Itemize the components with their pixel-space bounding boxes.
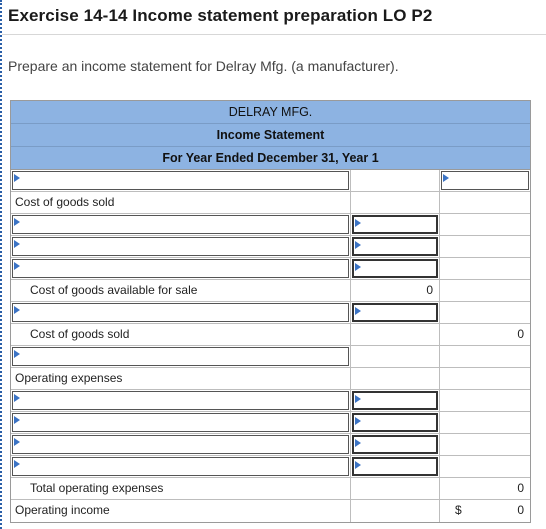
dropdown-arrow-icon — [14, 306, 20, 314]
amount-input[interactable] — [352, 237, 438, 256]
statement-cell-col3 — [440, 434, 530, 455]
statement-cell-col3 — [440, 214, 530, 235]
dropdown-arrow-icon — [14, 350, 20, 358]
statement-cell-col3 — [440, 500, 530, 522]
amount-input[interactable] — [352, 391, 438, 410]
statement-cell-col3 — [440, 478, 530, 499]
statement-cell-col3 — [440, 368, 530, 389]
statement-cell-col1 — [11, 434, 351, 455]
statement-cell-col2 — [351, 368, 440, 389]
dropdown-arrow-icon — [355, 307, 361, 315]
dropdown-arrow-icon — [14, 262, 20, 270]
statement-row — [11, 368, 530, 390]
statement-cell-col2 — [351, 258, 440, 279]
statement-row — [11, 236, 530, 258]
statement-row — [11, 500, 530, 522]
statement-cell-col1 — [11, 258, 351, 279]
statement-cell-col2 — [351, 324, 440, 345]
dropdown-arrow-icon — [14, 394, 20, 402]
statement-cell-col1 — [11, 456, 351, 477]
statement-cell-col2 — [351, 412, 440, 433]
statement-cell-col1 — [11, 236, 351, 257]
statement-cell-col3 — [440, 236, 530, 257]
dropdown-arrow-icon — [14, 240, 20, 248]
account-name-dropdown[interactable] — [12, 435, 349, 454]
statement-cell-col2 — [351, 434, 440, 455]
dropdown-arrow-icon — [443, 174, 449, 182]
statement-cell-col1 — [11, 192, 351, 213]
statement-cell-col1 — [11, 500, 351, 522]
statement-row — [11, 346, 530, 368]
account-name-dropdown[interactable] — [12, 303, 349, 322]
row-label: Cost of goods sold — [30, 327, 130, 341]
dropdown-arrow-icon — [355, 461, 361, 469]
statement-cell-col3 — [440, 170, 530, 191]
statement-cell-col1 — [11, 324, 351, 345]
statement-cell-col1 — [11, 412, 351, 433]
statement-cell-col2 — [351, 346, 440, 367]
page-edge-dotted-line — [0, 0, 2, 529]
statement-cell-col3 — [440, 324, 530, 345]
statement-cell-col1 — [11, 478, 351, 499]
statement-row — [11, 192, 530, 214]
statement-cell-col1 — [11, 302, 351, 323]
total-value: 0 — [517, 481, 524, 495]
dropdown-arrow-icon — [355, 263, 361, 271]
statement-row — [11, 280, 530, 302]
row-label: Cost of goods available for sale — [30, 283, 198, 297]
account-name-dropdown[interactable] — [12, 237, 349, 256]
statement-row — [11, 456, 530, 478]
amount-input[interactable] — [352, 303, 438, 322]
statement-cell-col3 — [440, 390, 530, 411]
statement-cell-col3 — [440, 346, 530, 367]
row-label: Total operating expenses — [30, 481, 164, 495]
statement-row — [11, 390, 530, 412]
statement-cell-col2 — [351, 456, 440, 477]
amount-input[interactable] — [352, 457, 438, 476]
statement-cell-col2 — [351, 214, 440, 235]
statement-company-name: DELRAY MFG. — [11, 101, 530, 124]
statement-cell-col3 — [440, 302, 530, 323]
statement-cell-col2 — [351, 500, 440, 522]
statement-row — [11, 478, 530, 500]
statement-cell-col1 — [11, 368, 351, 389]
total-value: 0 — [517, 503, 524, 517]
row-label: Cost of goods sold — [15, 195, 115, 209]
statement-cell-col2 — [351, 280, 440, 301]
total-value: 0 — [517, 327, 524, 341]
account-name-dropdown[interactable] — [12, 347, 349, 366]
statement-cell-col2 — [351, 236, 440, 257]
dropdown-arrow-icon — [14, 218, 20, 226]
statement-cell-col3 — [440, 192, 530, 213]
statement-cell-col1 — [11, 170, 351, 191]
statement-row — [11, 170, 530, 192]
dropdown-arrow-icon — [355, 417, 361, 425]
statement-cell-col3 — [440, 412, 530, 433]
dropdown-arrow-icon — [355, 241, 361, 249]
statement-cell-col1 — [11, 214, 351, 235]
account-name-dropdown[interactable] — [12, 259, 349, 278]
dropdown-arrow-icon — [355, 439, 361, 447]
statement-row — [11, 412, 530, 434]
dropdown-arrow-icon — [14, 460, 20, 468]
account-name-dropdown[interactable] — [12, 391, 349, 410]
statement-row — [11, 302, 530, 324]
dropdown-arrow-icon — [14, 416, 20, 424]
statement-row — [11, 258, 530, 280]
statement-row — [11, 434, 530, 456]
account-name-dropdown[interactable] — [12, 171, 349, 190]
amount-input[interactable] — [352, 215, 438, 234]
statement-cell-col1 — [11, 390, 351, 411]
statement-title: Income Statement — [11, 124, 530, 147]
statement-cell-col3 — [440, 280, 530, 301]
account-name-dropdown[interactable] — [12, 215, 349, 234]
account-name-dropdown[interactable] — [12, 413, 349, 432]
dropdown-arrow-icon — [355, 395, 361, 403]
statement-cell-col3 — [440, 258, 530, 279]
statement-cell-col2 — [351, 192, 440, 213]
amount-input[interactable] — [441, 171, 529, 190]
dropdown-arrow-icon — [355, 219, 361, 227]
dropdown-arrow-icon — [14, 438, 20, 446]
amount-value: 0 — [426, 283, 433, 297]
row-label: Operating expenses — [15, 371, 123, 385]
amount-input[interactable] — [352, 413, 438, 432]
amount-input[interactable] — [352, 435, 438, 454]
row-label: Operating income — [15, 503, 110, 517]
statement-period: For Year Ended December 31, Year 1 — [11, 147, 530, 170]
exercise-title: Exercise 14-14 Income statement preparation LO P2 — [8, 6, 433, 25]
statement-cell-col1 — [11, 280, 351, 301]
title-divider — [2, 34, 546, 35]
statement-cell-col1 — [11, 346, 351, 367]
statement-rows — [11, 170, 530, 522]
statement-cell-col2 — [351, 478, 440, 499]
statement-row — [11, 214, 530, 236]
account-name-dropdown[interactable] — [12, 457, 349, 476]
dropdown-arrow-icon — [14, 174, 20, 182]
statement-cell-col2 — [351, 170, 440, 191]
amount-input[interactable] — [352, 259, 438, 278]
income-statement-worksheet — [10, 100, 531, 523]
statement-cell-col2 — [351, 302, 440, 323]
instruction-text: Prepare an income statement for Delray Mfg. (a manufacturer). — [8, 58, 399, 74]
statement-row — [11, 324, 530, 346]
currency-symbol: $ — [455, 503, 462, 517]
statement-cell-col3 — [440, 456, 530, 477]
statement-cell-col2 — [351, 390, 440, 411]
